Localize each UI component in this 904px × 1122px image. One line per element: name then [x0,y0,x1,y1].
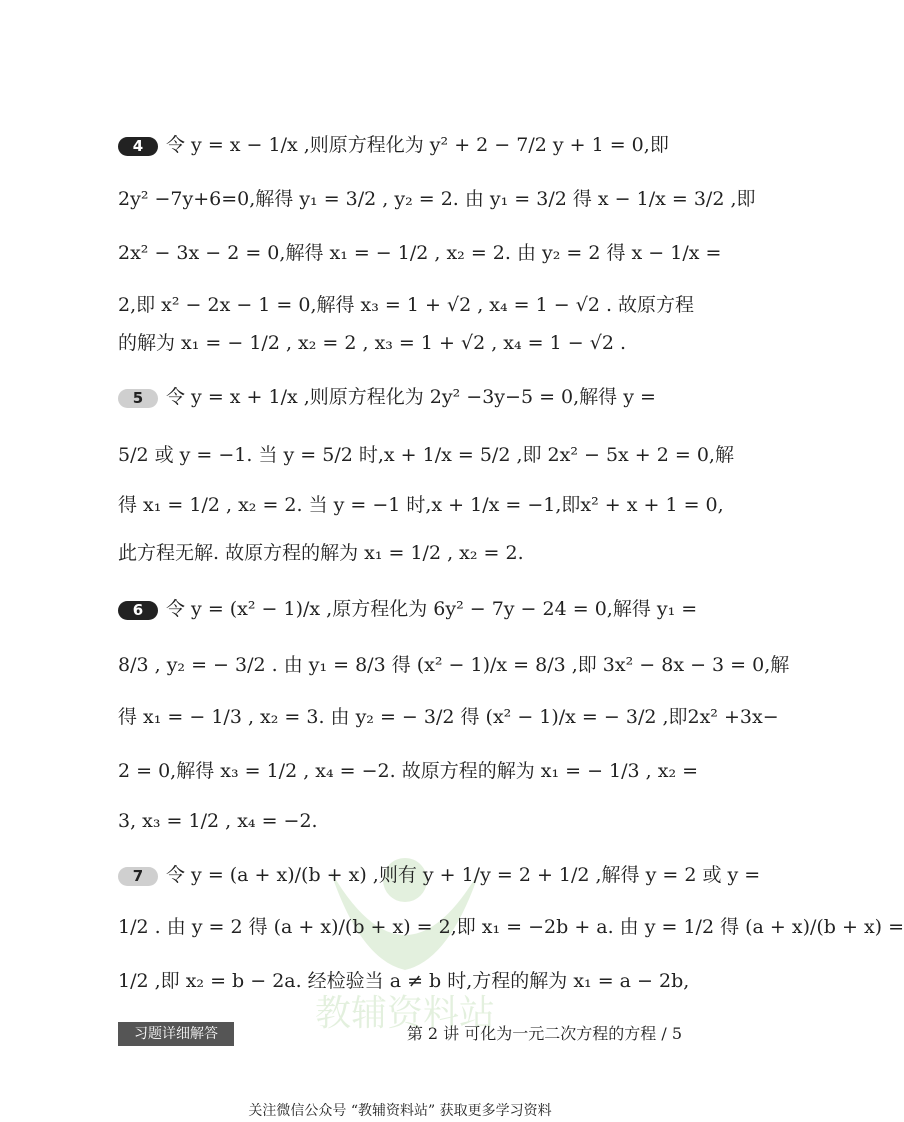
problem-6-badge: 6 [118,601,158,620]
bottom-promo-note: 关注微信公众号 “教辅资料站” 获取更多学习资料 [248,1103,552,1119]
problem-7-line-3: 1/2 ,即 x₂ = b − 2a. 经检验当 a ≠ b 时,方程的解为 x₁ = a − 2b, [118,970,690,992]
problem-5-badge: 5 [118,389,158,408]
problem-6-line-3: 得 x₁ = − 1/3 , x₂ = 3. 由 y₂ = − 3/2 得 (x² − 1)/x = − 3/2 ,即2x² +3x− [118,706,779,728]
problem-5-line-4: 此方程无解. 故原方程的解为 x₁ = 1/2 , x₂ = 2. [118,542,524,564]
problem-7-line-1: 7 令 y = (a + x)/(b + x) ,则有 y + 1/y = 2 + 1/2 ,解得 y = 2 或 y = [118,850,680,900]
problem-4-line-1: 4 令 y = x − 1/x ,则原方程化为 y² + 2 − 7/2 y + 1 = 0,即 [118,120,680,170]
footer-section-label: 习题详细解答 [118,1022,234,1046]
problem-6-line-1: 6 令 y = (x² − 1)/x ,原方程化为 6y² − 7y − 24 = 0,解得 y₁ = [118,584,680,634]
problem-4-line-5: 的解为 x₁ = − 1/2 , x₂ = 2 , x₃ = 1 + √2 , x₄ = 1 − √2 . [118,332,626,354]
problem-7-badge: 7 [118,867,158,886]
watermark-text: 教辅资料站 [314,993,496,1034]
problem-6-line-5: 3, x₃ = 1/2 , x₄ = −2. [118,810,318,832]
problem-6-line-2: 8/3 , y₂ = − 3/2 . 由 y₁ = 8/3 得 (x² − 1)/x = 8/3 ,即 3x² − 8x − 3 = 0,解 [118,654,790,676]
footer-chapter-page: 第 2 讲 可化为一元二次方程的方程 / 5 [406,1024,682,1043]
problem-4-line-2: 2y² −7y+6=0,解得 y₁ = 3/2 , y₂ = 2. 由 y₁ = 3/2 得 x − 1/x = 3/2 ,即 [118,188,756,210]
problem-7-line-2: 1/2 . 由 y = 2 得 (a + x)/(b + x) = 2,即 x₁ = −2b + a. 由 y = 1/2 得 (a + x)/(b + x) = [118,916,904,938]
problem-5-line-3: 得 x₁ = 1/2 , x₂ = 2. 当 y = −1 时,x + 1/x = −1,即x² + x + 1 = 0, [118,494,724,516]
problem-4-line-4: 2,即 x² − 2x − 1 = 0,解得 x₃ = 1 + √2 , x₄ = 1 − √2 . 故原方程 [118,294,695,316]
problem-6-line-4: 2 = 0,解得 x₃ = 1/2 , x₄ = −2. 故原方程的解为 x₁ = − 1/3 , x₂ = [118,760,699,782]
problem-4-line-3: 2x² − 3x − 2 = 0,解得 x₁ = − 1/2 , x₂ = 2. 由 y₂ = 2 得 x − 1/x = [118,242,722,264]
problem-5-line-1: 5 令 y = x + 1/x ,则原方程化为 2y² −3y−5 = 0,解得 y = [118,372,680,422]
problem-4-badge: 4 [118,137,158,156]
problem-5-line-2: 5/2 或 y = −1. 当 y = 5/2 时,x + 1/x = 5/2 ,即 2x² − 5x + 2 = 0,解 [118,444,734,466]
